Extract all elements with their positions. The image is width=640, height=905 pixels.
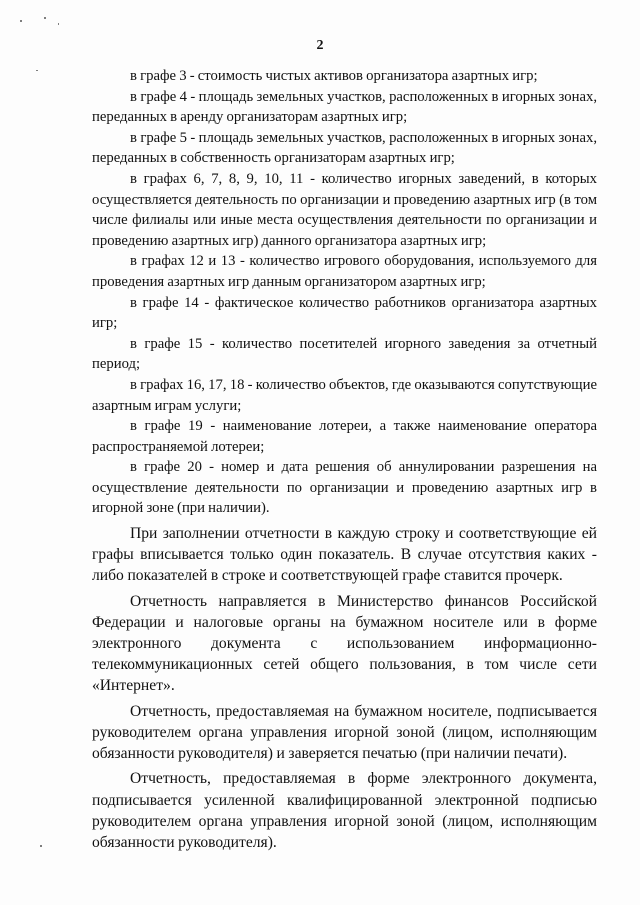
page-number: 2 [316,38,324,53]
scan-speck [58,23,59,25]
list-item: в графе 5 - площадь земельных участков, расположенных в игорных зонах, переданных в собственность организаторам азартных игр; [92,129,597,167]
paragraph: Отчетность направляется в Министерство финансов Российской Федерации и налоговые органы на бумажном носителе или в форме электронного документа с использованием информационно-телекоммуникационных сетей общего пользования, в том числе сети «Интернет». [92,592,597,695]
scan-speck [36,70,38,71]
list-item: в графах 12 и 13 - количество игрового оборудования, используемого для проведения азартных игр данным организатором азартных игр; [92,253,597,290]
paragraph: При заполнении отчетности в каждую строку и соответствующие ей графы вписывается только один показатель. В случае отсутствия каких - либо показателей в строке и соответствующей графе ставится прочерк. [92,525,597,585]
list-item: в графе 15 - количество посетителей игорного заведения за отчетный период; [92,335,597,373]
list-item: в графах 16, 17, 18 - количество объектов, где оказываются сопутствующие азартным играм услуги; [92,376,597,414]
scan-speck [40,845,42,847]
paragraph: Отчетность, предоставляемая в форме электронного документа, подписывается усиленной квалифицированной электронной подписью руководителем органа управления игорной зоной (лицом, исполняющим обязанности руководителя). [92,770,597,851]
scan-speck [20,20,22,22]
list-item: в графах 6, 7, 8, 9, 10, 11 - количество игорных заведений, в которых осуществляется деятельность по организации и проведению азартных игр (в том числе филиалы или иные места осуществления деятельности по организации и проведению азартных игр) данного организатора азартных игр; [92,170,597,249]
body-text [92,66,597,853]
list-item: в графе 4 - площадь земельных участков, расположенных в игорных зонах, переданных в аренду организаторам азартных игр; [92,88,597,126]
list-item: в графе 14 - фактическое количество работников организатора азартных игр; [92,294,597,332]
list-item: в графе 20 - номер и дата решения об аннулировании разрешения на осуществление деятельности по организации и проведению азартных игр в игорной зоне (при наличии). [92,459,597,517]
list-item: в графе 19 - наименование лотереи, а также наименование оператора распространяемой лотереи; [92,418,597,455]
paragraph: Отчетность, предоставляемая на бумажном носителе, подписывается руководителем органа управления игорной зоной (лицом, исполняющим обязанности руководителя) и заверяется печатью (при наличии печати). [92,702,597,763]
list-item: в графе 3 - стоимость чистых активов организатора азартных игр; [130,68,538,84]
scan-speck [44,17,46,19]
